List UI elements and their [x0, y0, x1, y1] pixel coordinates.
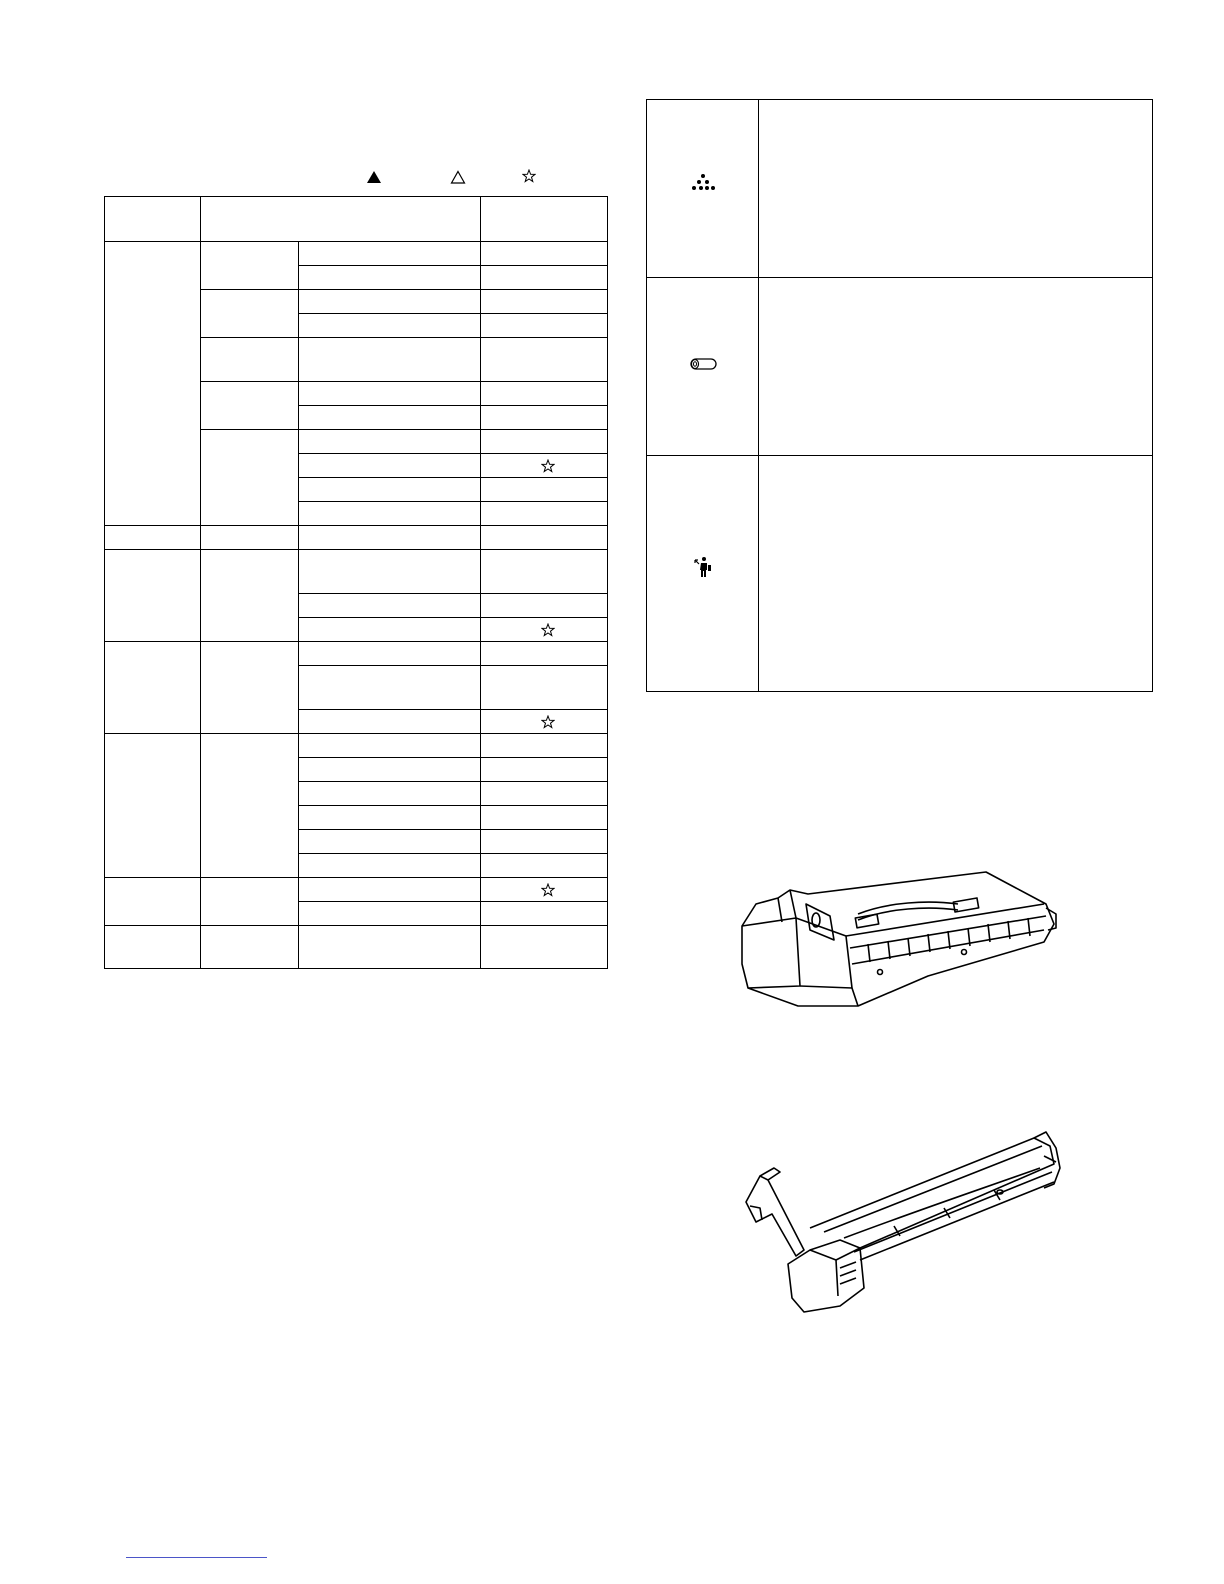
- table-cell: [105, 550, 201, 642]
- table-cell: [481, 550, 608, 594]
- table-row: [105, 926, 608, 969]
- table-cell: [201, 242, 299, 290]
- table-row: [647, 100, 1153, 278]
- table-cell: [299, 642, 481, 666]
- description-cell: [759, 456, 1153, 692]
- table-cell: [481, 314, 608, 338]
- table-cell: [481, 502, 608, 526]
- star-icon: [541, 715, 555, 729]
- description-cell: [759, 278, 1153, 456]
- table-cell: [299, 926, 481, 969]
- table-cell: [299, 782, 481, 806]
- table-cell: [299, 806, 481, 830]
- table-cell: [105, 878, 201, 926]
- table-cell: [481, 338, 608, 382]
- table-cell: [299, 406, 481, 430]
- table-header-row: [105, 197, 608, 242]
- table-cell: [299, 430, 481, 454]
- table-cell: [201, 550, 299, 642]
- table-row: [105, 642, 608, 666]
- maintenance-table: [104, 196, 608, 969]
- icon-cell: [647, 278, 759, 456]
- table-row: [105, 734, 608, 758]
- table-cell: [105, 242, 201, 526]
- table-cell: [299, 710, 481, 734]
- table-cell: [481, 666, 608, 710]
- table-cell: [201, 642, 299, 734]
- table-row: [105, 878, 608, 902]
- table-row: [105, 526, 608, 550]
- icon-cell: [647, 456, 759, 692]
- table-cell: [481, 290, 608, 314]
- table-cell: [481, 526, 608, 550]
- table-cell: [481, 782, 608, 806]
- service-person-icon: [694, 556, 712, 578]
- table-cell: [481, 806, 608, 830]
- drum-cylinder-icon: [688, 357, 718, 371]
- star-icon: [541, 623, 555, 637]
- table-cell: [299, 382, 481, 406]
- header-cell: [105, 197, 201, 242]
- filled-triangle-icon: [366, 170, 382, 184]
- drum-unit-illustration: [744, 1128, 1062, 1320]
- table-cell: [299, 902, 481, 926]
- table-cell: [481, 734, 608, 758]
- star-mark-cell: [481, 878, 608, 902]
- table-cell: [299, 290, 481, 314]
- toner-cartridge-illustration: [738, 864, 1060, 1012]
- table-row: [647, 456, 1153, 692]
- table-cell: [299, 734, 481, 758]
- outline-triangle-icon: [450, 170, 466, 184]
- star-icon: [541, 883, 555, 897]
- table-cell: [481, 854, 608, 878]
- table-cell: [299, 666, 481, 710]
- table-cell: [481, 758, 608, 782]
- symbol-legend: [360, 170, 570, 190]
- header-cell: [201, 197, 481, 242]
- table-cell: [201, 926, 299, 969]
- star-mark-cell: [481, 454, 608, 478]
- table-cell: [481, 266, 608, 290]
- table-cell: [299, 526, 481, 550]
- table-cell: [299, 854, 481, 878]
- table-cell: [201, 290, 299, 338]
- table-row: [105, 242, 608, 266]
- table-cell: [299, 454, 481, 478]
- table-cell: [481, 430, 608, 454]
- table-row: [105, 550, 608, 594]
- table-cell: [481, 926, 608, 969]
- table-cell: [481, 902, 608, 926]
- table-cell: [481, 406, 608, 430]
- table-cell: [299, 618, 481, 642]
- star-mark-cell: [481, 618, 608, 642]
- table-cell: [299, 594, 481, 618]
- table-cell: [201, 734, 299, 878]
- header-cell: [481, 197, 608, 242]
- table-cell: [105, 526, 201, 550]
- star-icon: [541, 459, 555, 473]
- table-cell: [201, 382, 299, 430]
- indicator-table: [646, 99, 1153, 692]
- table-cell: [481, 382, 608, 406]
- table-cell: [201, 430, 299, 526]
- table-cell: [481, 478, 608, 502]
- table-cell: [481, 642, 608, 666]
- table-cell: [299, 242, 481, 266]
- table-cell: [299, 314, 481, 338]
- table-cell: [105, 926, 201, 969]
- star-icon: [522, 169, 536, 183]
- toner-dots-icon: [690, 173, 716, 193]
- table-cell: [481, 594, 608, 618]
- table-cell: [299, 878, 481, 902]
- table-cell: [201, 878, 299, 926]
- table-cell: [481, 242, 608, 266]
- table-cell: [105, 642, 201, 734]
- table-cell: [201, 338, 299, 382]
- table-cell: [299, 550, 481, 594]
- table-cell: [299, 266, 481, 290]
- footer-rule: [126, 1557, 267, 1558]
- table-cell: [201, 526, 299, 550]
- table-cell: [299, 830, 481, 854]
- table-cell: [299, 502, 481, 526]
- table-row: [647, 278, 1153, 456]
- table-cell: [105, 734, 201, 878]
- table-cell: [481, 830, 608, 854]
- table-cell: [299, 338, 481, 382]
- star-mark-cell: [481, 710, 608, 734]
- description-cell: [759, 100, 1153, 278]
- table-cell: [299, 758, 481, 782]
- icon-cell: [647, 100, 759, 278]
- table-cell: [299, 478, 481, 502]
